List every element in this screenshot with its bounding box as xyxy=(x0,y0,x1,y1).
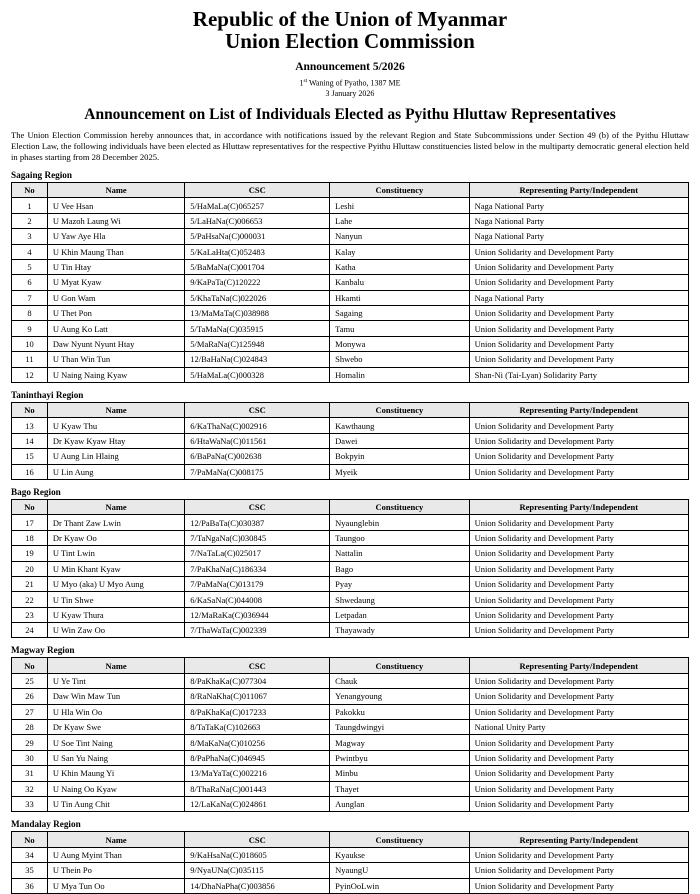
table-cell: 26 xyxy=(12,689,48,704)
table-cell: 16 xyxy=(12,464,48,479)
table-cell: U Kyaw Thu xyxy=(47,418,184,433)
table-cell: Minbu xyxy=(330,766,469,781)
table-cell: 29 xyxy=(12,735,48,750)
table-cell: Naga National Party xyxy=(469,213,688,228)
table-cell: Nanyun xyxy=(330,229,469,244)
table-cell: 20 xyxy=(12,561,48,576)
column-header: Representing Party/Independent xyxy=(469,499,688,514)
representatives-table xyxy=(11,182,689,383)
table-cell: NyaungU xyxy=(330,863,469,878)
table-cell: 5/HaMaLa(C)000328 xyxy=(185,367,330,382)
table-cell: Lahe xyxy=(330,213,469,228)
region-label: Sagaing Region xyxy=(11,169,73,180)
table-row xyxy=(12,623,689,638)
date-block xyxy=(11,78,689,99)
table-cell: 32 xyxy=(12,781,48,796)
table-cell: U Myo (aka) U Myo Aung xyxy=(47,576,184,591)
table-cell: Union Solidarity and Development Party xyxy=(469,306,688,321)
table-cell: 8 xyxy=(12,306,48,321)
table-cell: Union Solidarity and Development Party xyxy=(469,689,688,704)
column-header: No xyxy=(12,403,48,418)
table-cell: Union Solidarity and Development Party xyxy=(469,561,688,576)
table-cell: 6/KaSaNa(C)044008 xyxy=(185,592,330,607)
column-header: No xyxy=(12,832,48,847)
gregorian-date: 3 January 2026 xyxy=(325,88,375,98)
table-cell: 9/KaPaTa(C)120222 xyxy=(185,275,330,290)
table-cell: U Mya Tun Oo xyxy=(47,878,184,893)
table-cell: U Aung Lin Hlaing xyxy=(47,449,184,464)
table-row xyxy=(12,259,689,274)
table-row xyxy=(12,530,689,545)
table-cell: 28 xyxy=(12,720,48,735)
regions-container xyxy=(11,170,689,894)
table-cell: Union Solidarity and Development Party xyxy=(469,336,688,351)
table-cell: Naga National Party xyxy=(469,229,688,244)
table-cell: Dr Kyaw Kyaw Htay xyxy=(47,433,184,448)
region-label: Taninthayi Region xyxy=(11,390,84,401)
table-cell: 19 xyxy=(12,546,48,561)
table-row xyxy=(12,515,689,530)
table-cell: 14 xyxy=(12,433,48,448)
table-cell: Taungdwingyi xyxy=(330,720,469,735)
table-row xyxy=(12,576,689,591)
table-cell: Union Solidarity and Development Party xyxy=(469,704,688,719)
table-cell: Union Solidarity and Development Party xyxy=(469,592,688,607)
table-cell: 12 xyxy=(12,367,48,382)
table-row xyxy=(12,367,689,382)
table-cell: Union Solidarity and Development Party xyxy=(469,623,688,638)
table-cell: Kawthaung xyxy=(330,418,469,433)
table-cell: Magway xyxy=(330,735,469,750)
table-cell: 12/PaBaTa(C)030387 xyxy=(185,515,330,530)
column-header: Representing Party/Independent xyxy=(469,182,688,197)
table-cell: National Unity Party xyxy=(469,720,688,735)
table-cell: Union Solidarity and Development Party xyxy=(469,847,688,862)
table-cell: 8/MaKaNa(C)010256 xyxy=(185,735,330,750)
column-header: Constituency xyxy=(330,832,469,847)
table-cell: U Thein Po xyxy=(47,863,184,878)
column-header: Name xyxy=(47,499,184,514)
table-row xyxy=(12,244,689,259)
table-cell: U Vee Hsan xyxy=(47,198,184,213)
table-cell: 12/MaRaKa(C)036944 xyxy=(185,607,330,622)
intro-paragraph: The Union Election Commission hereby announces that, in accordance with notifications issued by the relevant Region and State Subcommissions under Section 49 (b) of the Pyithu Hluttaw Election Law, the following individuals have been elected as Hluttaw representatives for the respective Pyithu Hluttaw constituencies listed below in the multiparty democratic general election held in phases starting from 28 December 2025. xyxy=(11,129,689,162)
table-cell: Bago xyxy=(330,561,469,576)
table-cell: 5/HaMaLa(C)065257 xyxy=(185,198,330,213)
table-cell: Union Solidarity and Development Party xyxy=(469,673,688,688)
table-cell: Union Solidarity and Development Party xyxy=(469,352,688,367)
column-header: No xyxy=(12,658,48,673)
column-header: Name xyxy=(47,658,184,673)
table-cell: 12/BaHaNa(C)024843 xyxy=(185,352,330,367)
table-cell: 4 xyxy=(12,244,48,259)
table-cell: 15 xyxy=(12,449,48,464)
column-header: Constituency xyxy=(330,658,469,673)
table-cell: Dr Thant Zaw Lwin xyxy=(47,515,184,530)
table-cell: 7/NaTaLa(C)025017 xyxy=(185,546,330,561)
table-cell: U Tint Lwin xyxy=(47,546,184,561)
table-row xyxy=(12,306,689,321)
column-header: Constituency xyxy=(330,403,469,418)
table-cell: Union Solidarity and Development Party xyxy=(469,766,688,781)
table-cell: 36 xyxy=(12,878,48,893)
table-cell: Union Solidarity and Development Party xyxy=(469,530,688,545)
table-row xyxy=(12,433,689,448)
table-cell: Union Solidarity and Development Party xyxy=(469,607,688,622)
table-cell: 5/BaMaNa(C)001704 xyxy=(185,259,330,274)
column-header: CSC xyxy=(185,832,330,847)
table-cell: 5 xyxy=(12,259,48,274)
table-cell: 1 xyxy=(12,198,48,213)
table-row xyxy=(12,418,689,433)
table-cell: Katha xyxy=(330,259,469,274)
table-cell: Union Solidarity and Development Party xyxy=(469,449,688,464)
column-header: No xyxy=(12,499,48,514)
table-cell: U Hla Win Oo xyxy=(47,704,184,719)
column-header: Representing Party/Independent xyxy=(469,658,688,673)
table-cell: Union Solidarity and Development Party xyxy=(469,433,688,448)
column-header: Name xyxy=(47,832,184,847)
table-cell: Monywa xyxy=(330,336,469,351)
table-cell: U Tin Shwe xyxy=(47,592,184,607)
table-cell: 8/PaKhaKa(C)017233 xyxy=(185,704,330,719)
table-cell: 18 xyxy=(12,530,48,545)
table-cell: 9/KaHsaNa(C)018605 xyxy=(185,847,330,862)
table-cell: U Lin Aung xyxy=(47,464,184,479)
table-cell: Pyay xyxy=(330,576,469,591)
table-cell: Dawei xyxy=(330,433,469,448)
table-header-row xyxy=(12,182,689,197)
table-row xyxy=(12,704,689,719)
column-header: Name xyxy=(47,403,184,418)
table-cell: U Ye Tint xyxy=(47,673,184,688)
table-row xyxy=(12,781,689,796)
table-cell: 7/PaMaNa(C)008175 xyxy=(185,464,330,479)
table-cell: 7/PaKhaNa(C)186334 xyxy=(185,561,330,576)
table-cell: 6 xyxy=(12,275,48,290)
table-cell: 9/NyaUNa(C)035115 xyxy=(185,863,330,878)
table-cell: Nattalin xyxy=(330,546,469,561)
table-cell: Sagaing xyxy=(330,306,469,321)
table-row xyxy=(12,766,689,781)
table-cell: U San Yu Naing xyxy=(47,750,184,765)
table-cell: 34 xyxy=(12,847,48,862)
column-header: Representing Party/Independent xyxy=(469,832,688,847)
table-cell: 5/KhaTaNa(C)022026 xyxy=(185,290,330,305)
table-cell: Union Solidarity and Development Party xyxy=(469,863,688,878)
table-cell: Chauk xyxy=(330,673,469,688)
table-cell: 7 xyxy=(12,290,48,305)
table-cell: U Khin Maung Yi xyxy=(47,766,184,781)
announcement-subject: Announcement on List of Individuals Elected as Pyithu Hluttaw Representatives xyxy=(84,105,616,123)
table-cell: 5/PaHsaNa(C)000031 xyxy=(185,229,330,244)
table-row xyxy=(12,878,689,893)
table-cell: Pwintbyu xyxy=(330,750,469,765)
region-label: Bago Region xyxy=(11,486,61,497)
column-header: Constituency xyxy=(330,499,469,514)
myanmar-date-rest: Waning of Pyatho, 1387 ME xyxy=(307,78,401,88)
table-row xyxy=(12,592,689,607)
table-cell: Union Solidarity and Development Party xyxy=(469,797,688,812)
table-cell: Thayawady xyxy=(330,623,469,638)
table-cell: Myeik xyxy=(330,464,469,479)
table-cell: 7/PaMaNa(C)013179 xyxy=(185,576,330,591)
table-cell: Shan-Ni (Tai-Lyan) Solidarity Party xyxy=(469,367,688,382)
table-cell: 12/LaKaNa(C)024861 xyxy=(185,797,330,812)
table-cell: U Tin Aung Chit xyxy=(47,797,184,812)
table-row xyxy=(12,290,689,305)
table-row xyxy=(12,673,689,688)
column-header: CSC xyxy=(185,499,330,514)
table-cell: U Than Win Tun xyxy=(47,352,184,367)
table-row xyxy=(12,198,689,213)
table-cell: U Thet Pon xyxy=(47,306,184,321)
representatives-table xyxy=(11,402,689,480)
table-row xyxy=(12,735,689,750)
table-cell: 5/KaLaHta(C)052483 xyxy=(185,244,330,259)
table-cell: Union Solidarity and Development Party xyxy=(469,259,688,274)
table-cell: Naga National Party xyxy=(469,198,688,213)
table-cell: Bokpyin xyxy=(330,449,469,464)
table-row xyxy=(12,229,689,244)
table-cell: U Gon Wam xyxy=(47,290,184,305)
table-cell: 11 xyxy=(12,352,48,367)
table-cell: Union Solidarity and Development Party xyxy=(469,878,688,893)
column-header: Name xyxy=(47,182,184,197)
table-cell: Pakokku xyxy=(330,704,469,719)
table-cell: 7/TaNgaNa(C)030845 xyxy=(185,530,330,545)
table-cell: 6/HtaWaNa(C)011561 xyxy=(185,433,330,448)
column-header: CSC xyxy=(185,658,330,673)
table-header-row xyxy=(12,403,689,418)
table-row xyxy=(12,863,689,878)
table-cell: PyinOoLwin xyxy=(330,878,469,893)
table-cell: 31 xyxy=(12,766,48,781)
column-header: No xyxy=(12,182,48,197)
table-cell: U Khin Maung Than xyxy=(47,244,184,259)
table-cell: Nyaunglebin xyxy=(330,515,469,530)
table-cell: 2 xyxy=(12,213,48,228)
table-cell: 14/DhaNaPha(C)003856 xyxy=(185,878,330,893)
table-row xyxy=(12,797,689,812)
table-cell: 9 xyxy=(12,321,48,336)
table-row xyxy=(12,847,689,862)
table-cell: Taungoo xyxy=(330,530,469,545)
table-cell: 22 xyxy=(12,592,48,607)
table-cell: Union Solidarity and Development Party xyxy=(469,750,688,765)
table-row xyxy=(12,352,689,367)
table-cell: U Yaw Aye Hla xyxy=(47,229,184,244)
table-cell: Union Solidarity and Development Party xyxy=(469,546,688,561)
table-cell: Leshi xyxy=(330,198,469,213)
table-cell: Union Solidarity and Development Party xyxy=(469,781,688,796)
table-cell: Dr Kyaw Oo xyxy=(47,530,184,545)
table-cell: U Tin Htay xyxy=(47,259,184,274)
table-row xyxy=(12,321,689,336)
table-cell: Homalin xyxy=(330,367,469,382)
table-cell: 5/TaMaNa(C)035915 xyxy=(185,321,330,336)
table-cell: 6/BaPaNa(C)002638 xyxy=(185,449,330,464)
table-cell: U Naing Oo Kyaw xyxy=(47,781,184,796)
table-cell: 7/ThaWaTa(C)002339 xyxy=(185,623,330,638)
table-cell: Union Solidarity and Development Party xyxy=(469,418,688,433)
table-row xyxy=(12,607,689,622)
column-header: CSC xyxy=(185,182,330,197)
table-cell: 21 xyxy=(12,576,48,591)
table-cell: U Mazoh Laung Wi xyxy=(47,213,184,228)
table-cell: 33 xyxy=(12,797,48,812)
table-cell: Shwebo xyxy=(330,352,469,367)
representatives-table xyxy=(11,831,689,894)
table-cell: 27 xyxy=(12,704,48,719)
table-cell: Daw Nyunt Nyunt Htay xyxy=(47,336,184,351)
table-row xyxy=(12,750,689,765)
table-cell: Union Solidarity and Development Party xyxy=(469,735,688,750)
table-cell: Daw Win Maw Tun xyxy=(47,689,184,704)
table-header-row xyxy=(12,658,689,673)
table-cell: Union Solidarity and Development Party xyxy=(469,515,688,530)
table-cell: U Kyaw Thura xyxy=(47,607,184,622)
table-row xyxy=(12,546,689,561)
table-row xyxy=(12,689,689,704)
table-cell: 24 xyxy=(12,623,48,638)
table-cell: 13/MaMaTa(C)038988 xyxy=(185,306,330,321)
column-header: Constituency xyxy=(330,182,469,197)
table-cell: 23 xyxy=(12,607,48,622)
table-cell: Yenangyoung xyxy=(330,689,469,704)
table-cell: U Aung Myint Than xyxy=(47,847,184,862)
table-cell: Kanbalu xyxy=(330,275,469,290)
table-cell: Kyaukse xyxy=(330,847,469,862)
table-cell: Hkamti xyxy=(330,290,469,305)
table-cell: U Naing Naing Kyaw xyxy=(47,367,184,382)
table-cell: U Myat Kyaw xyxy=(47,275,184,290)
table-cell: 10 xyxy=(12,336,48,351)
table-cell: 30 xyxy=(12,750,48,765)
table-cell: Dr Kyaw Swe xyxy=(47,720,184,735)
table-row xyxy=(12,561,689,576)
table-row xyxy=(12,336,689,351)
table-cell: 8/RaNaKha(C)011067 xyxy=(185,689,330,704)
myanmar-date xyxy=(11,78,689,89)
table-cell: 8/TaTaKa(C)102663 xyxy=(185,720,330,735)
table-cell: Tamu xyxy=(330,321,469,336)
table-cell: Union Solidarity and Development Party xyxy=(469,464,688,479)
representatives-table xyxy=(11,657,689,812)
table-cell: 13/MaYaTa(C)002216 xyxy=(185,766,330,781)
table-row xyxy=(12,464,689,479)
table-cell: Union Solidarity and Development Party xyxy=(469,244,688,259)
table-cell: U Aung Ko Latt xyxy=(47,321,184,336)
table-cell: 5/LaHaNa(C)006653 xyxy=(185,213,330,228)
myanmar-date-ordinal: st xyxy=(303,77,308,84)
table-cell: Union Solidarity and Development Party xyxy=(469,321,688,336)
column-header: CSC xyxy=(185,403,330,418)
commission-title: Union Election Commission xyxy=(225,29,475,54)
table-cell: Shwedaung xyxy=(330,592,469,607)
region-label: Magway Region xyxy=(11,645,75,656)
table-cell: 8/PaKhaKa(C)077304 xyxy=(185,673,330,688)
table-cell: Kalay xyxy=(330,244,469,259)
myanmar-date-num: 1 xyxy=(299,78,304,88)
table-header-row xyxy=(12,832,689,847)
table-cell: Union Solidarity and Development Party xyxy=(469,275,688,290)
table-row xyxy=(12,213,689,228)
representatives-table xyxy=(11,499,689,639)
table-cell: 8/PaPhaNa(C)046945 xyxy=(185,750,330,765)
table-cell: Union Solidarity and Development Party xyxy=(469,576,688,591)
table-cell: U Min Khant Kyaw xyxy=(47,561,184,576)
table-cell: U Soe Tint Naing xyxy=(47,735,184,750)
table-cell: Letpadan xyxy=(330,607,469,622)
table-cell: U Win Zaw Oo xyxy=(47,623,184,638)
region-label: Mandalay Region xyxy=(11,819,81,830)
table-cell: 13 xyxy=(12,418,48,433)
table-cell: Aunglan xyxy=(330,797,469,812)
table-cell: 5/MaRaNa(C)125948 xyxy=(185,336,330,351)
announcement-number: Announcement 5/2026 xyxy=(295,60,405,73)
table-cell: 8/ThaRaNa(C)001443 xyxy=(185,781,330,796)
table-cell: Thayet xyxy=(330,781,469,796)
table-row xyxy=(12,720,689,735)
country-title: Republic of the Union of Myanmar xyxy=(192,7,508,31)
table-row xyxy=(12,449,689,464)
table-cell: 35 xyxy=(12,863,48,878)
table-cell: Naga National Party xyxy=(469,290,688,305)
column-header: Representing Party/Independent xyxy=(469,403,688,418)
table-row xyxy=(12,275,689,290)
table-cell: 3 xyxy=(12,229,48,244)
table-cell: 6/KaThaNa(C)002916 xyxy=(185,418,330,433)
table-header-row xyxy=(12,499,689,514)
table-cell: 17 xyxy=(12,515,48,530)
table-cell: 25 xyxy=(12,673,48,688)
